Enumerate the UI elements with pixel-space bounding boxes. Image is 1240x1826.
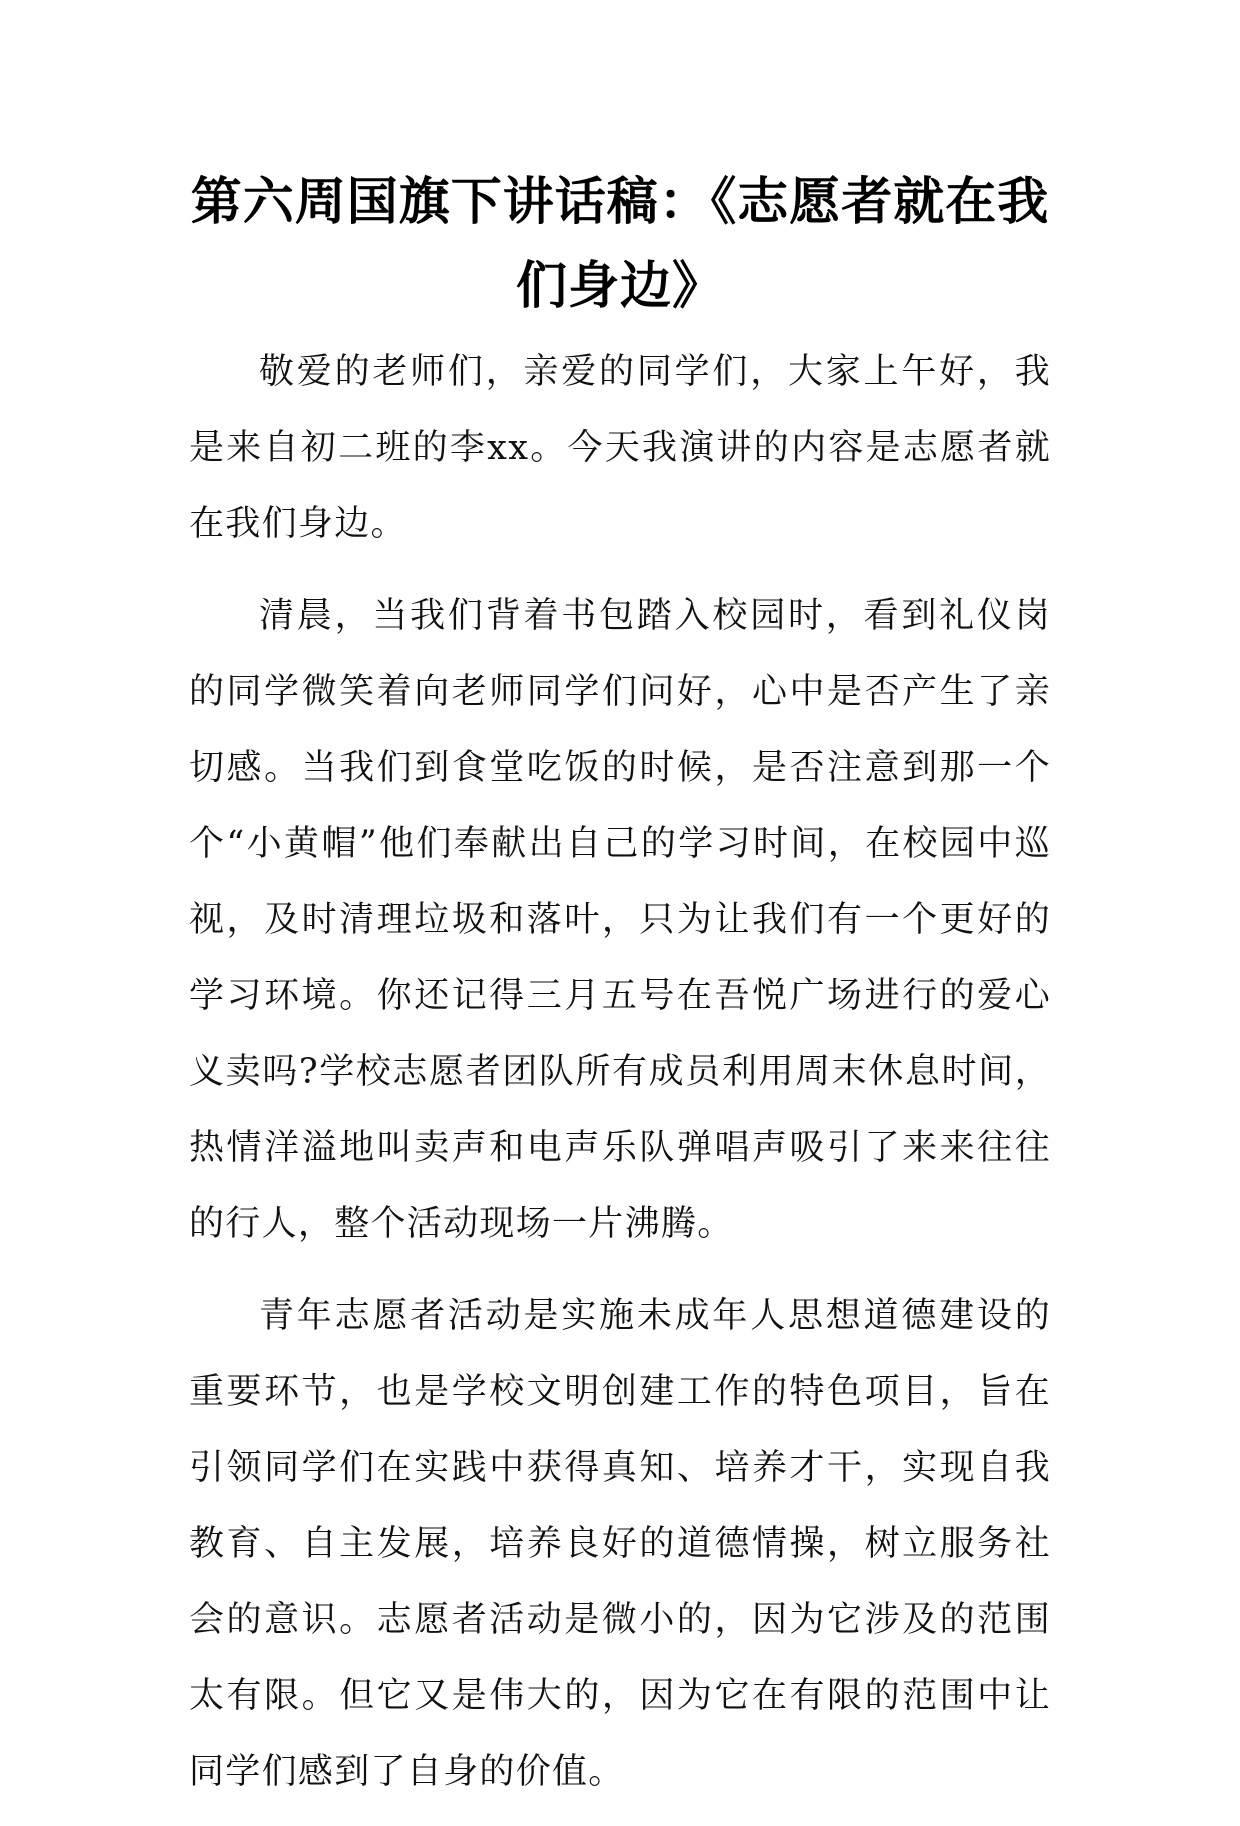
document-body <box>189 334 1051 1826</box>
paragraph-campus-volunteers: 清晨，当我们背着书包踏入校园时，看到礼仪岗的同学微笑着向老师同学们问好，心中是否产生了亲切感。当我们到食堂吃饭的时候，是否注意到那一个个“小黄帽”他们奉献出自己的学习时间，在校园中巡视，及时清理垃圾和落叶，只为让我们有一个更好的学习环境。你还记得三月五号在吾悦广场进行的爱心义卖吗?学校志愿者团队所有成员利用周末休息时间，热情洋溢地叫卖声和电声乐队弹唱声吸引了来来往往的行人，整个活动现场一片沸腾。 <box>189 596 1051 1244</box>
paragraph-volunteer-significance: 青年志愿者活动是实施未成年人思想道德建设的重要环节，也是学校文明创建工作的特色项目，旨在引领同学们在实践中获得真知、培养才干，实现自我教育、自主发展，培养良好的道德情操，树立服务社会的意识。志愿者活动是微小的，因为它涉及的范围太有限。但它又是伟大的，因为它在有限的范围中让同学们感到了自身的价值。 <box>189 1296 1051 1792</box>
document-title: 第六周国旗下讲话稿：《志愿者就在我们身边》 <box>190 172 1050 316</box>
paragraph-greeting: 敬爱的老师们，亲爱的同学们，大家上午好，我是来自初二班的李xx。今天我演讲的内容是志愿者就在我们身边。 <box>189 352 1051 544</box>
